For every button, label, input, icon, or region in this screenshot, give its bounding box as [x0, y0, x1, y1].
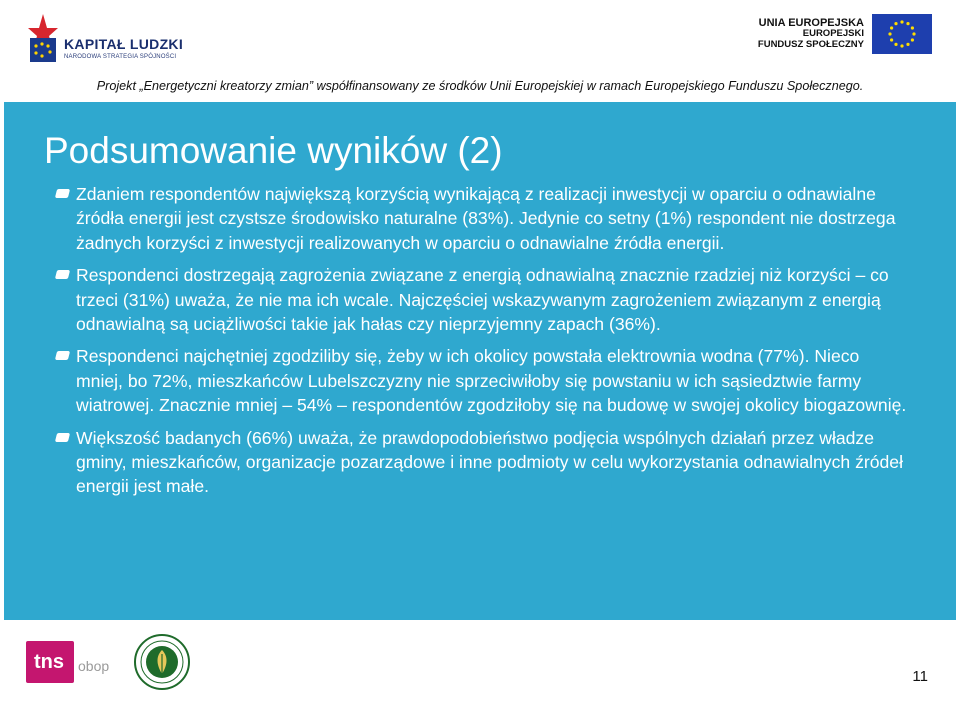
- bullet-text: Większość badanych (66%) uważa, że prawdopodobieństwo podjęcia wspólnych działań przez władze gminy, mieszkańców, organizacje pozarządowe i inne podmioty w celu wykorzystania odnawialnych źródeł energii jest małe.: [76, 427, 903, 497]
- kapital-ludzki-logo: [28, 14, 184, 76]
- eu-title: UNIA EUROPEJSKA: [758, 16, 864, 29]
- bullet-text: Respondenci dostrzegają zagrożenia związane z energią odnawialną znacznie rzadziej niż korzyści – co trzeci (31%) uważa, że nie ma ich wcale. Najczęściej wskazywanym zagrożeniem związanym z energią odnawialną są uciążliwości takie jak hałas czy nieprzyjemny zapach (36%).: [76, 265, 889, 335]
- bullet-list: [48, 182, 908, 499]
- bullet-square-icon: [55, 433, 70, 442]
- bullet-text: Respondenci najchętniej zgodziliby się, żeby w ich okolicy powstała elektrownia wodna (77%). Nieco mniej, bo 72%, mieszkańców Lubelszczyzny nie sprzeciwiłoby się powstaniu w ich sąsiedztwie farmy wiatrowej. Znacznie mniej – 54% – respondentów zgodziłoby się na budowę w swojej okolicy biogazownię.: [76, 346, 907, 416]
- bullet-square-icon: [55, 189, 70, 198]
- eu-flag-icon: [872, 14, 932, 54]
- bullet-text: Zdaniem respondentów największą korzyścią wynikającą z realizacji inwestycji w oparciu o odnawialne źródła energii jest czystsze środowisko naturalne (83%). Jedynie co setny (1%) respondent nie dostrzega żadnych korzyści z inwestycji realizowanych w oparciu o odnawialne źródła energii.: [76, 184, 896, 253]
- bullet-item: [48, 344, 908, 417]
- obop-logo-text: obop: [78, 658, 110, 674]
- bullet-square-icon: [55, 270, 70, 279]
- bullet-item: [48, 426, 908, 499]
- slide-title: Podsumowanie wyników (2): [44, 130, 503, 171]
- page-number: 11: [912, 668, 928, 685]
- kapital-ludzki-star-icon: [28, 14, 58, 66]
- bullet-item: [48, 182, 908, 255]
- tns-logo-text: tns: [34, 651, 64, 673]
- content-panel: [4, 102, 956, 620]
- eu-logo: [758, 12, 932, 56]
- project-funding-line: Projekt „Energetyczni kreatorzy zmian” współfinansowany ze środków Unii Europejskiej w ramach Europejskiego Funduszu Społecznego.: [96, 79, 864, 93]
- university-seal-logo: [134, 634, 190, 690]
- bullet-square-icon: [55, 351, 70, 360]
- eu-line3: FUNDUSZ SPOŁECZNY: [757, 39, 864, 51]
- eu-line2: EUROPEJSKI: [802, 28, 864, 40]
- kapital-ludzki-title: KAPITAŁ LUDZKI: [64, 36, 184, 52]
- kapital-ludzki-subtitle: NARODOWA STRATEGIA SPÓJNOŚCI: [64, 54, 177, 60]
- tns-obop-logo: [26, 641, 110, 691]
- bullet-item: [48, 263, 908, 336]
